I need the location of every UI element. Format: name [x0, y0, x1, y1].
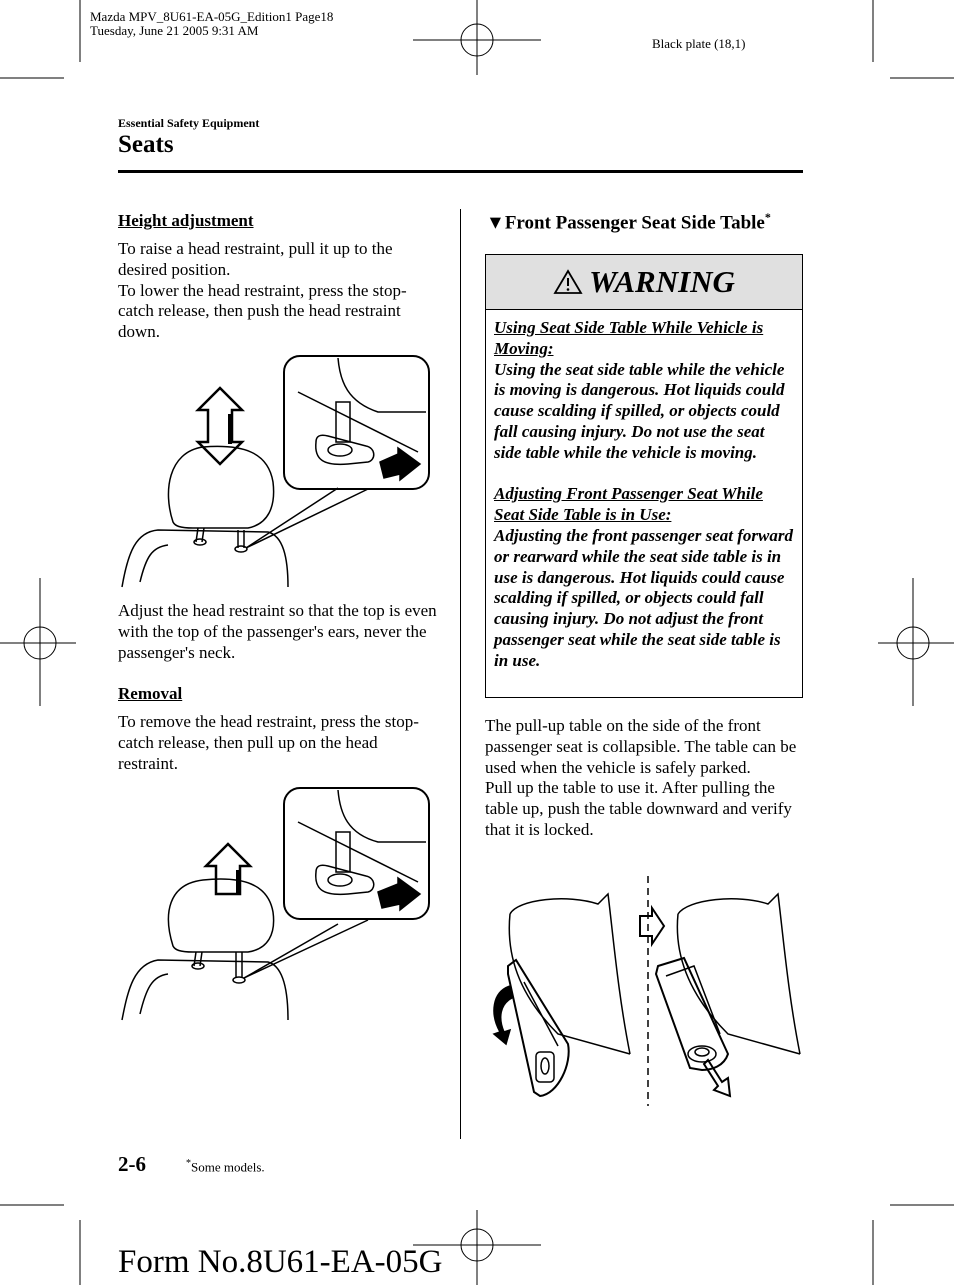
form-number: Form No.8U61-EA-05G — [118, 1244, 443, 1280]
side-table-illustration — [488, 874, 803, 1109]
warning-1-title: Using Seat Side Table While Vehicle is Moving: — [494, 318, 764, 358]
height-adjustment-p1: To raise a head restraint, pull it up to the desired position. — [118, 239, 393, 279]
slug-line-1: Mazda MPV_8U61-EA-05G_Edition1 Page18 — [90, 9, 334, 24]
section-label: Essential Safety Equipment — [118, 116, 260, 130]
slug-line-2: Tuesday, June 21 2005 9:31 AM — [90, 23, 259, 38]
side-table-heading — [486, 210, 771, 234]
side-table-text — [485, 716, 803, 841]
warning-word: WARNING — [589, 264, 735, 299]
side-table-heading-text: Front Passenger Seat Side Table — [504, 212, 765, 234]
warning-2-text: Adjusting the front passenger seat forward or rearward while the seat side table is in use is dangerous. Hot liquids could cause scalding if spilled, or objects could fall causing injury. Do not adjust the front passenger seat while the seat side table is in use. — [494, 525, 793, 670]
heading-triangle-icon: ▼ — [486, 212, 505, 234]
side-table-p2: Pull up the table to use it. After pulling the table up, push the table downward and verify that it is locked. — [485, 778, 792, 839]
plate-label: Black plate (18,1) — [652, 36, 746, 51]
removal-heading: Removal — [118, 684, 183, 703]
warning-triangle-icon — [553, 269, 583, 295]
column-divider — [460, 209, 461, 1139]
adjust-restraint-text: Adjust the head restraint so that the top is even with the top of the passenger's ears, never the passenger's neck. — [118, 601, 437, 662]
page-number: 2-6 — [118, 1152, 146, 1176]
height-adjustment-text — [118, 239, 440, 343]
header-rule — [118, 170, 803, 173]
removal-text: To remove the head restraint, press the stop-catch release, then pull up on the head restraint. — [118, 712, 419, 773]
height-adjustment-p2: To lower the head restraint, press the stop-catch release, then push the head restraint down. — [118, 280, 407, 342]
head-restraint-lower-illustration — [118, 352, 438, 592]
footnote-asterisk: * — [186, 1158, 191, 1169]
warning-header — [486, 255, 802, 310]
height-adjustment-heading: Height adjustment — [118, 211, 254, 230]
side-table-p1: The pull-up table on the side of the front passenger seat is collapsible. The table can be used when the vehicle is safely parked. — [485, 716, 797, 777]
warning-1-text: Using the seat side table while the vehicle is moving is dangerous. Hot liquids could cause scalding if spilled, or objects could fall causing injury. Do not use the seat side table while the vehicle is moving. — [494, 359, 785, 462]
head-restraint-remove-illustration — [118, 784, 438, 1026]
footnote — [186, 1158, 265, 1175]
warning-2-title: Adjusting Front Passenger Seat While Seat Side Table is in Use: — [494, 484, 763, 525]
footnote-text: Some models. — [191, 1159, 265, 1175]
page-title: Seats — [118, 131, 174, 158]
warning-body — [486, 310, 802, 672]
heading-asterisk: * — [764, 210, 771, 224]
warning-box — [485, 254, 803, 698]
